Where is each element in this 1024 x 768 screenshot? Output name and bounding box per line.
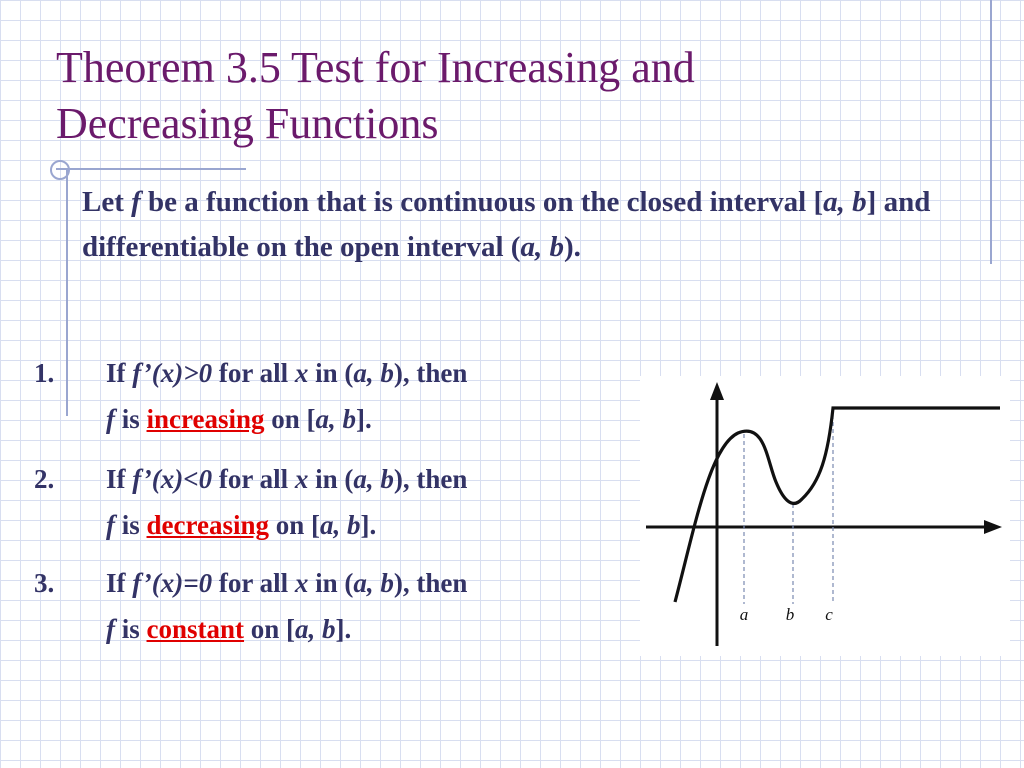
label-a: a [739, 605, 749, 624]
for-all: for all [218, 464, 289, 494]
if-word: If [106, 358, 126, 388]
end-bracket: ]. [356, 404, 372, 434]
theorem-hypothesis [82, 180, 972, 270]
func-f: f [106, 614, 115, 644]
keyword-increasing: increasing [146, 404, 265, 434]
intro-text-2: ] and differentiable on the open interval ( [82, 186, 931, 263]
in-word: in ( [315, 464, 354, 494]
intro-open-interval: a, b [520, 231, 564, 263]
condition-hypothesis [106, 456, 467, 502]
condition-hypothesis [106, 350, 467, 396]
keyword-decreasing: decreasing [146, 510, 270, 540]
is-word: is [121, 404, 140, 434]
label-b: b [785, 605, 795, 624]
is-word: is [121, 614, 140, 644]
title-line-1: Theorem 3.5 Test for Increasing and [56, 43, 695, 92]
if-word: If [106, 568, 126, 598]
slide-title [56, 40, 956, 152]
var-x: x [294, 464, 309, 494]
function-graph [640, 376, 1010, 656]
for-all: for all [218, 358, 289, 388]
right-vertical-rule [990, 0, 992, 264]
label-c: c [825, 605, 833, 624]
intro-text-1: be a function that is continuous on the closed interval [ [148, 186, 824, 218]
if-word: If [106, 464, 126, 494]
closed-interval: a, b [295, 614, 336, 644]
func-f: f [106, 404, 115, 434]
then-word: ), then [393, 358, 468, 388]
in-word: in ( [315, 568, 354, 598]
open-interval: a, b [353, 358, 394, 388]
intro-let: Let [82, 186, 124, 218]
title-underline-rule [56, 168, 246, 170]
on-word: on [ [271, 404, 316, 434]
condition-number: 1. [34, 358, 55, 388]
condition-conclusion [106, 396, 372, 442]
condition-number: 3. [34, 568, 55, 598]
open-interval: a, b [353, 464, 394, 494]
condition-conclusion [106, 606, 351, 652]
closed-interval: a, b [320, 510, 361, 540]
for-all: for all [218, 568, 289, 598]
end-bracket: ]. [360, 510, 377, 540]
intro-text-3: ). [563, 231, 581, 263]
in-word: in ( [315, 358, 354, 388]
on-word: on [ [250, 614, 296, 644]
title-line-2: Decreasing Functions [56, 99, 439, 148]
condition-conclusion [106, 502, 376, 548]
end-bracket: ]. [335, 614, 352, 644]
derivative-condition: f’(x)=0 [132, 568, 213, 598]
var-x: x [294, 358, 309, 388]
on-word: on [ [275, 510, 321, 540]
then-word: ), then [393, 464, 468, 494]
then-word: ), then [393, 568, 468, 598]
var-x: x [294, 568, 309, 598]
derivative-condition: f’(x)>0 [132, 358, 213, 388]
func-f: f [106, 510, 115, 540]
intro-f: f [131, 186, 141, 218]
intro-closed-interval: a, b [823, 186, 867, 218]
open-interval: a, b [353, 568, 394, 598]
closed-interval: a, b [315, 404, 357, 434]
is-word: is [121, 510, 140, 540]
derivative-condition: f’(x)<0 [132, 464, 213, 494]
condition-hypothesis [106, 560, 467, 606]
condition-number: 2. [34, 464, 55, 494]
keyword-constant: constant [146, 614, 245, 644]
